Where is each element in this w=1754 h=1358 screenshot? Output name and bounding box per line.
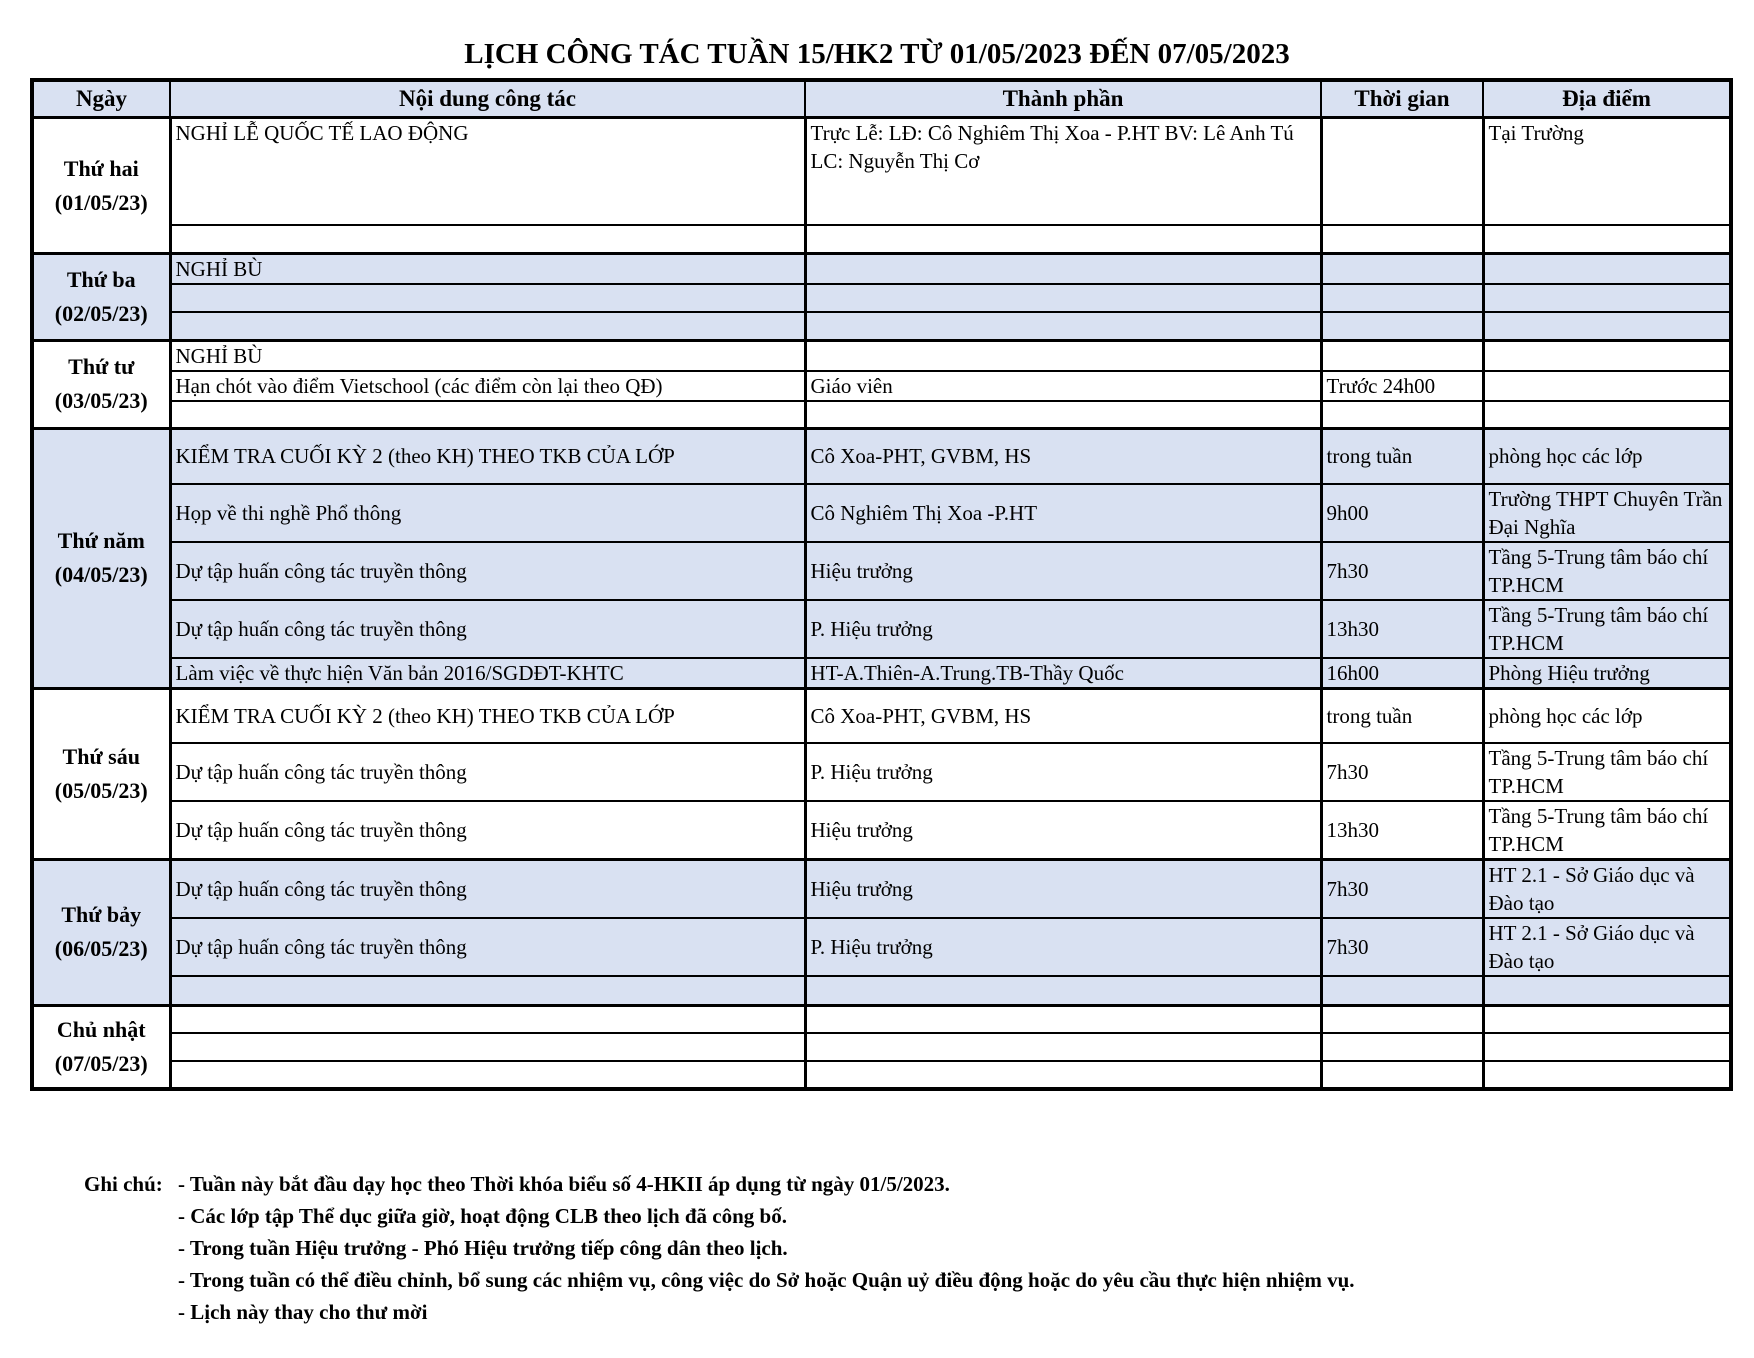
cell-time: Trước 24h00 [1321,371,1483,401]
day-date: (05/05/23) [54,777,148,803]
notes-lines [178,1168,1678,1328]
day-date: (04/05/23) [54,562,148,588]
cell-participants [805,976,1321,1005]
cell-content: Dự tập huấn công tác truyền thông [170,743,805,801]
note-line: - Tuần này bắt đầu dạy học theo Thời khóa biểu số 4-HKII áp dụng từ ngày 01/5/2023. [178,1172,950,1196]
table-row [32,600,1731,658]
table-row [32,254,1731,285]
cell-time: 7h30 [1321,542,1483,600]
cell-participants: HT-A.Thiên-A.Trung.TB-Thầy Quốc [805,658,1321,689]
header-location: Địa điểm [1483,80,1731,118]
note-line: - Trong tuần Hiệu trưởng - Phó Hiệu trưởng tiếp công dân theo lịch. [178,1236,788,1260]
cell-content: NGHỈ LỄ QUỐC TẾ LAO ĐỘNG [170,118,805,225]
table-row [32,118,1731,225]
note-line: - Lịch này thay cho thư mời [178,1300,428,1324]
cell-time: 7h30 [1321,743,1483,801]
cell-time: 13h30 [1321,801,1483,860]
cell-location: phòng học các lớp [1483,688,1731,743]
table-row [32,284,1731,312]
table-row [32,340,1731,371]
cell-time [1321,284,1483,312]
cell-content [170,976,805,1005]
cell-participants [805,312,1321,340]
cell-location [1483,284,1731,312]
cell-content: Dự tập huấn công tác truyền thông [170,860,805,919]
cell-location [1483,254,1731,285]
cell-time [1321,254,1483,285]
table-row [32,542,1731,600]
table-row [32,1033,1731,1061]
day-date: (03/05/23) [54,388,148,414]
day-cell [32,688,170,860]
cell-time: 7h30 [1321,860,1483,919]
cell-time [1321,340,1483,371]
cell-location: phòng học các lớp [1483,429,1731,484]
cell-content: Hạn chót vào điểm Vietschool (các điểm còn lại theo QĐ) [170,371,805,401]
cell-content [170,401,805,429]
cell-participants [805,225,1321,254]
cell-time [1321,118,1483,225]
cell-participants [805,340,1321,371]
cell-participants [805,284,1321,312]
cell-location [1483,1061,1731,1089]
cell-content: Họp về thi nghề Phổ thông [170,484,805,542]
cell-participants: P. Hiệu trưởng [805,918,1321,976]
cell-time: 7h30 [1321,918,1483,976]
cell-time [1321,1061,1483,1089]
day-date: (01/05/23) [54,189,148,215]
table-row [32,860,1731,919]
day-name: Thứ tư [68,354,135,380]
table-row [32,312,1731,340]
day-cell [32,254,170,341]
day-name: Thứ năm [57,528,145,554]
cell-content [170,1005,805,1033]
header-row [32,80,1731,118]
cell-participants: Giáo viên [805,371,1321,401]
cell-time [1321,225,1483,254]
day-name: Chủ nhật [56,1016,146,1042]
cell-participants: Cô Xoa-PHT, GVBM, HS [805,688,1321,743]
schedule-body [32,118,1731,1090]
table-row [32,743,1731,801]
day-cell [32,118,170,254]
cell-participants: Hiệu trưởng [805,801,1321,860]
cell-content: Dự tập huấn công tác truyền thông [170,918,805,976]
cell-participants: Hiệu trưởng [805,542,1321,600]
note-line: - Trong tuần có thể điều chỉnh, bổ sung các nhiệm vụ, công việc do Sở hoặc Quận uỷ điều động hoặc do yêu cầu thực hiện nhiệm vụ. [178,1268,1355,1292]
cell-location [1483,371,1731,401]
cell-location: Trường THPT Chuyên Trần Đại Nghĩa [1483,484,1731,542]
cell-location: Tầng 5-Trung tâm báo chí TP.HCM [1483,801,1731,860]
table-row [32,371,1731,401]
cell-location [1483,340,1731,371]
cell-content: NGHỈ BÙ [170,254,805,285]
cell-participants [805,1005,1321,1033]
cell-participants: Trực Lễ: LĐ: Cô Nghiêm Thị Xoa - P.HT BV: Lê Anh Tú LC: Nguyễn Thị Cơ [805,118,1321,225]
cell-content [170,225,805,254]
cell-location: Tầng 5-Trung tâm báo chí TP.HCM [1483,743,1731,801]
day-date: (02/05/23) [54,300,148,326]
cell-participants: Hiệu trưởng [805,860,1321,919]
cell-content: Làm việc về thực hiện Văn bản 2016/SGDĐT-KHTC [170,658,805,689]
table-row [32,801,1731,860]
cell-location: HT 2.1 - Sở Giáo dục và Đào tạo [1483,918,1731,976]
header-time: Thời gian [1321,80,1483,118]
day-name: Thứ bảy [61,902,142,928]
cell-time [1321,976,1483,1005]
table-row [32,225,1731,254]
table-row [32,484,1731,542]
cell-content: Dự tập huấn công tác truyền thông [170,542,805,600]
day-name: Thứ sáu [62,743,140,769]
day-cell [32,1005,170,1089]
day-name: Thứ ba [66,266,136,292]
cell-location [1483,1005,1731,1033]
table-row [32,429,1731,484]
cell-content: KIỂM TRA CUỐI KỲ 2 (theo KH) THEO TKB CỦA LỚP [170,688,805,743]
cell-location [1483,1033,1731,1061]
cell-time: trong tuần [1321,429,1483,484]
cell-time [1321,1033,1483,1061]
day-name: Thứ hai [63,155,139,181]
table-row [32,1005,1731,1033]
cell-content: NGHỈ BÙ [170,340,805,371]
cell-participants: Cô Xoa-PHT, GVBM, HS [805,429,1321,484]
table-row [32,918,1731,976]
cell-participants: P. Hiệu trưởng [805,743,1321,801]
cell-location: Tại Trường [1483,118,1731,225]
day-date: (06/05/23) [54,936,148,962]
cell-participants [805,1033,1321,1061]
table-row [32,401,1731,429]
table-row [32,976,1731,1005]
table-row [32,688,1731,743]
cell-time: trong tuần [1321,688,1483,743]
page-title: LỊCH CÔNG TÁC TUẦN 15/HK2 TỪ 01/05/2023 ĐẾN 07/05/2023 [464,38,1290,70]
cell-participants [805,1061,1321,1089]
cell-time [1321,312,1483,340]
cell-participants [805,401,1321,429]
cell-location [1483,225,1731,254]
cell-time [1321,1005,1483,1033]
cell-location: Tầng 5-Trung tâm báo chí TP.HCM [1483,542,1731,600]
cell-content: Dự tập huấn công tác truyền thông [170,801,805,860]
cell-participants: P. Hiệu trưởng [805,600,1321,658]
cell-participants: Cô Nghiêm Thị Xoa -P.HT [805,484,1321,542]
day-cell [32,429,170,689]
cell-content [170,312,805,340]
cell-content: KIỂM TRA CUỐI KỲ 2 (theo KH) THEO TKB CỦA LỚP [170,429,805,484]
header-content: Nội dung công tác [170,80,805,118]
note-line: - Các lớp tập Thể dục giữa giờ, hoạt động CLB theo lịch đã công bố. [178,1204,787,1228]
cell-content [170,284,805,312]
cell-content [170,1061,805,1089]
cell-content [170,1033,805,1061]
day-date: (07/05/23) [54,1050,148,1076]
day-cell [32,860,170,1006]
table-row [32,1061,1731,1089]
cell-location [1483,312,1731,340]
header-day: Ngày [32,80,170,118]
cell-content: Dự tập huấn công tác truyền thông [170,600,805,658]
cell-location [1483,401,1731,429]
header-participants: Thành phần [805,80,1321,118]
day-cell [32,340,170,429]
cell-participants [805,254,1321,285]
cell-time: 9h00 [1321,484,1483,542]
cell-time: 16h00 [1321,658,1483,689]
schedule-table [30,78,1733,1091]
cell-time: 13h30 [1321,600,1483,658]
table-row [32,658,1731,689]
cell-location [1483,976,1731,1005]
cell-location: Tầng 5-Trung tâm báo chí TP.HCM [1483,600,1731,658]
notes-label: Ghi chú: [84,1172,163,1196]
cell-location: HT 2.1 - Sở Giáo dục và Đào tạo [1483,860,1731,919]
cell-location: Phòng Hiệu trưởng [1483,658,1731,689]
cell-time [1321,401,1483,429]
